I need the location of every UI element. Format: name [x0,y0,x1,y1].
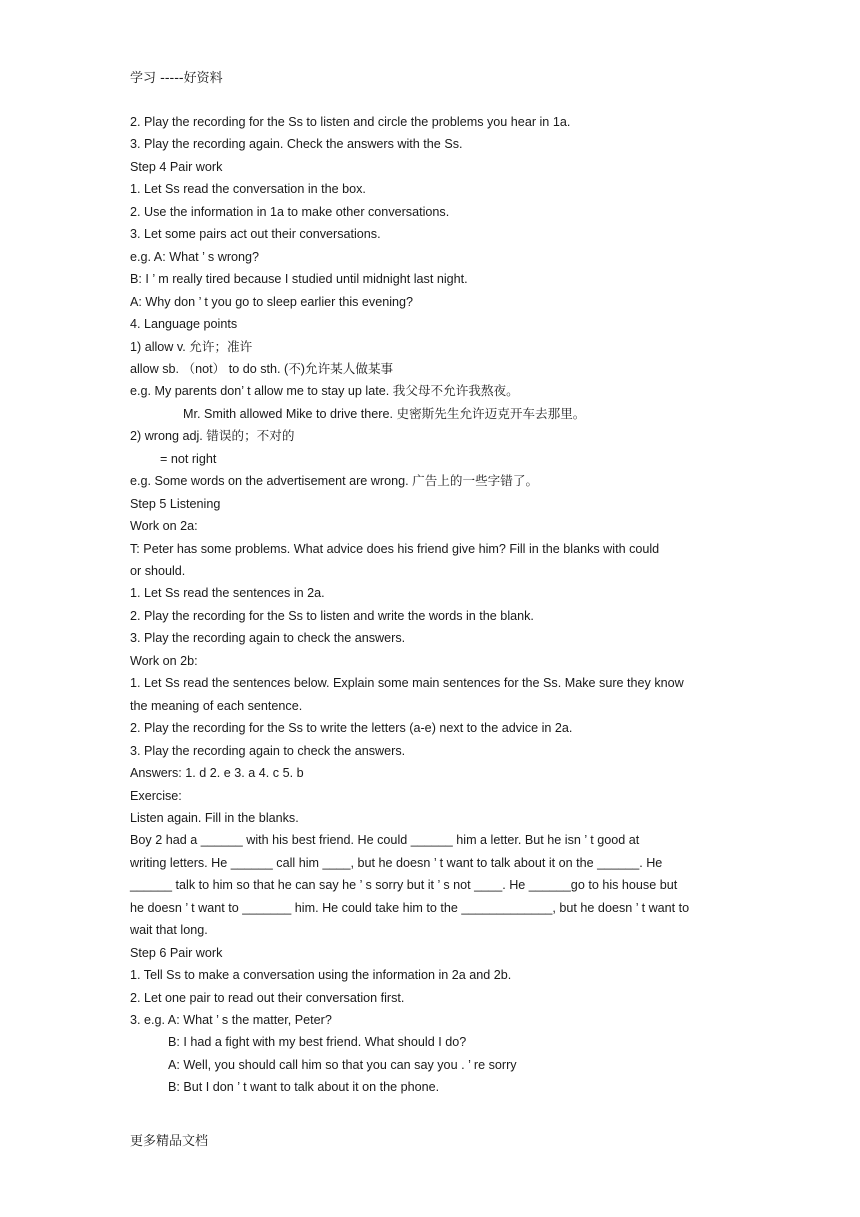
text-line: = not right [160,451,217,466]
text-line: writing letters. He ______ call him ____, but he doesn ’ t want to talk about it on the ______. He [130,855,663,870]
text-line: 2. Play the recording for the Ss to write the letters (a-e) next to the advice in 2a. [130,721,573,736]
text-line: 3. e.g. A: What ’ s the matter, Peter? [130,1013,332,1027]
text-line: Mr. Smith allowed Mike to drive there. 史密斯先生允许迈克开车去那里。 [183,406,586,421]
text-line: A: Why don ’ t you go to sleep earlier this evening? [130,294,414,309]
text-line: 2. Let one pair to read out their conversation first. [130,990,405,1005]
text-line: Work on 2a: [130,519,198,534]
text-line: Answers: 1. d 2. e 3. a 4. c 5. b [130,766,304,781]
text-line: 2. Play the recording for the Ss to listen and write the words in the blank. [130,608,534,623]
page-footer: 更多精品文档 [130,1134,209,1149]
text-line: allow sb. （not） to do sth. (不)允许某人做某事 [130,361,394,376]
text-line: 1. Tell Ss to make a conversation using the information in 2a and 2b. [130,968,512,983]
text-line: he doesn ’ t want to _______ him. He could take him to the _____________, but he doesn ’ t want to [130,900,690,915]
text-line: or should. [130,564,186,578]
text-line: Work on 2b: [130,653,198,668]
text-line: 4. Language points [130,317,238,332]
text-line: Listen again. Fill in the blanks. [130,810,299,825]
text-line: A: Well, you should call him so that you can say you . ’ re sorry [168,1057,517,1072]
text-line: e.g. Some words on the advertisement are wrong. 广告上的一些字错了。 [130,474,539,489]
text-line: e.g. A: What ’ s wrong? [130,249,260,264]
text-line: 1) allow v. 允许；准许 [130,339,253,354]
text-line: Step 4 Pair work [130,159,223,174]
text-line: 1. Let Ss read the sentences in 2a. [130,586,325,601]
text-line: Boy 2 had a ______ with his best friend. He could ______ him a letter. But he isn ’ t good at [130,833,640,848]
text-line: 3. Play the recording again to check the answers. [130,743,406,758]
text-line: B: I ’ m really tired because I studied until midnight last night. [130,272,468,287]
text-line: 2) wrong adj. 错误的；不对的 [130,429,295,444]
text-line: B: I had a fight with my best friend. What should I do? [168,1035,467,1050]
text-line: B: But I don ’ t want to talk about it on the phone. [168,1080,440,1095]
text-line: the meaning of each sentence. [130,698,303,713]
text-line: 2. Play the recording for the Ss to listen and circle the problems you hear in 1a. [130,115,571,129]
text-line: 3. Let some pairs act out their conversations. [130,227,381,242]
text-line: 3. Play the recording again to check the answers. [130,631,406,646]
text-line: 1. Let Ss read the sentences below. Explain some main sentences for the Ss. Make sure they know [130,676,684,691]
text-line: T: Peter has some problems. What advice does his friend give him? Fill in the blanks with could [130,541,660,556]
text-line: 2. Use the information in 1a to make other conversations. [130,204,450,219]
page-header: 学习 -----好资料 [130,71,223,86]
text-line: e.g. My parents don’ t allow me to stay up late. 我父母不允许我熬夜。 [130,384,519,399]
text-line: Step 6 Pair work [130,945,223,960]
text-line: Step 5 Listening [130,496,221,511]
text-line: Exercise: [130,788,182,803]
text-line: 1. Let Ss read the conversation in the box. [130,182,366,197]
text-line: ______ talk to him so that he can say he ’ s sorry but it ’ s not ____. He ______go to his house but [130,878,678,893]
text-line: wait that long. [130,923,208,938]
text-line: 3. Play the recording again. Check the answers with the Ss. [130,137,463,152]
